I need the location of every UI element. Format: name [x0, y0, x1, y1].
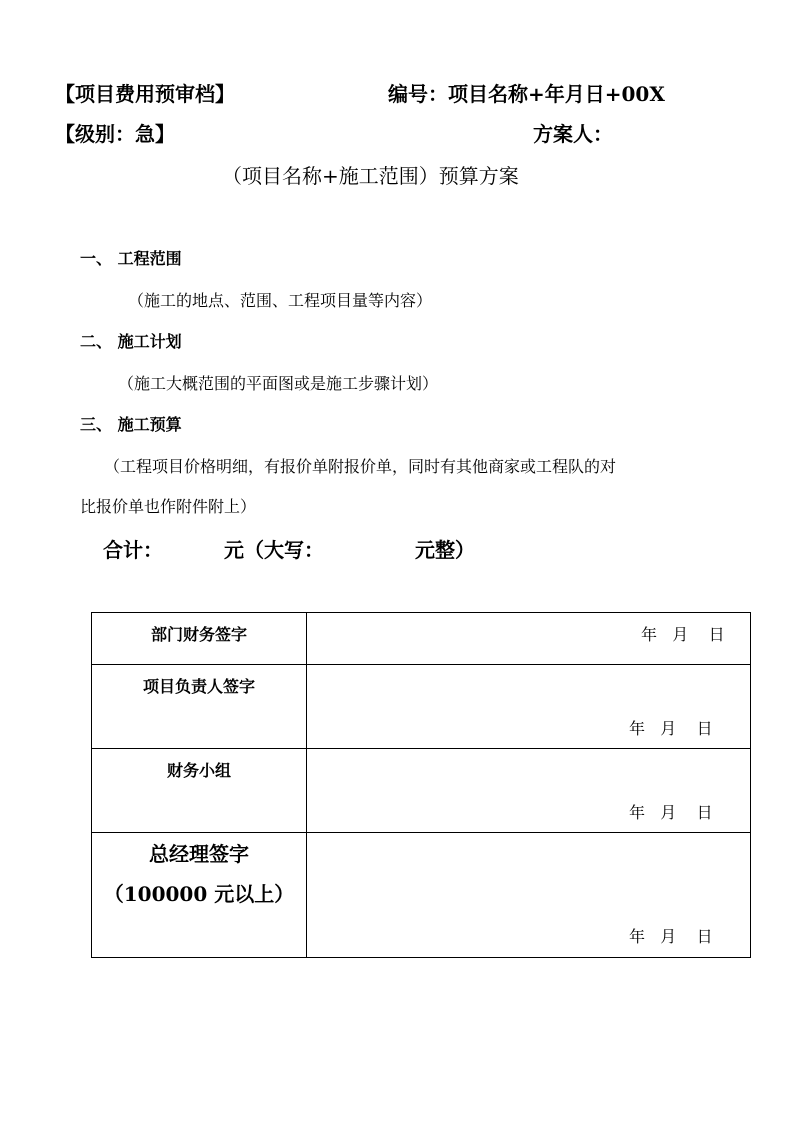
planner-label: 方案人： [533, 122, 613, 146]
sign-label-project-lead: 项目负责人签字 [142, 677, 255, 696]
sign-label-cell [92, 833, 307, 958]
section-2-body: （施工大概范围的平面图或是施工步骤计划） [118, 374, 439, 393]
section-3-heading: 三、 施工预算 [80, 415, 182, 434]
sign-field-project-lead[interactable] [307, 665, 751, 749]
sign-date: 年 月 日 [629, 803, 713, 822]
doc-title: （项目名称+施工范围）预算方案 [222, 164, 519, 188]
sign-field-dept-finance[interactable] [307, 613, 751, 665]
section-1-body: （施工的地点、范围、工程项目量等内容） [128, 291, 433, 310]
sign-label-cell [92, 613, 307, 665]
signature-table [91, 612, 751, 958]
sign-label-cell [92, 749, 307, 833]
sign-field-finance-group[interactable] [307, 749, 751, 833]
sign-date: 年 月 日 [629, 719, 713, 738]
sign-row-gm [92, 833, 751, 958]
sign-label-finance-group: 财务小组 [166, 761, 231, 780]
sign-date: 年 月 日 [629, 927, 713, 946]
level-label: 【级别：急】 [55, 122, 175, 146]
total-unit: 元（大写： [224, 538, 324, 562]
sign-label-gm: 总经理签字 [149, 842, 249, 866]
total-label: 合计： [103, 538, 163, 562]
sign-label-cell [92, 665, 307, 749]
sign-row-finance-group [92, 749, 751, 833]
section-3-body-line1: （工程项目价格明细，有报价单附报价单，同时有其他商家或工程队的对 [104, 457, 617, 476]
archive-title: 【项目费用预审档】 [55, 82, 235, 106]
section-2-heading: 二、 施工计划 [80, 332, 182, 351]
sign-label-dept-finance: 部门财务签字 [150, 625, 247, 644]
sign-row-project-lead [92, 665, 751, 749]
sign-label-gm-threshold: （100000 元以上） [103, 882, 295, 906]
total-end: 元整） [415, 538, 475, 562]
sign-field-gm[interactable] [307, 833, 751, 958]
sign-row-dept-finance [92, 613, 751, 665]
sign-date: 年 月 日 [641, 625, 725, 644]
section-1-heading: 一、 工程范围 [80, 249, 182, 268]
number-label: 编号：项目名称+年月日+00X [388, 82, 665, 106]
section-3-body-line2: 比报价单也作附件附上） [80, 497, 257, 516]
